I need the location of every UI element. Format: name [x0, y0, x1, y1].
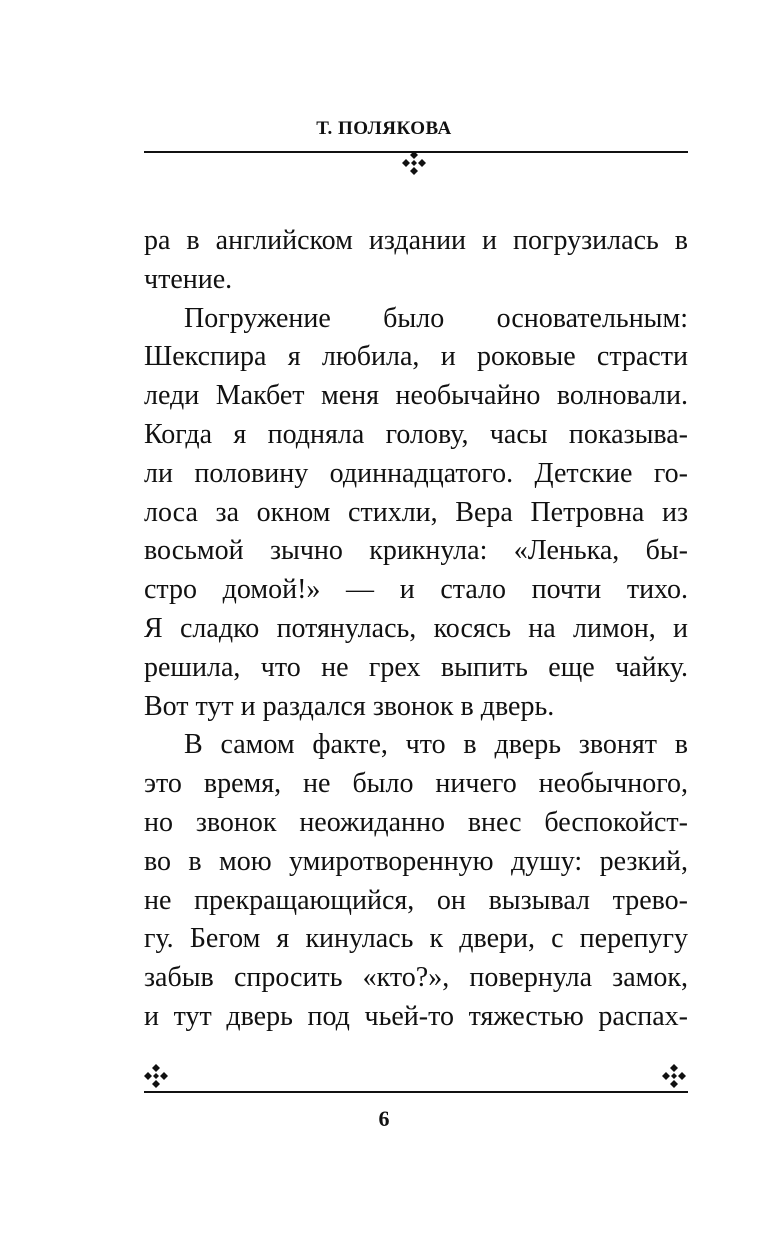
text-line: это время, не было ничего необычного, — [144, 768, 688, 800]
text-line: леди Макбет меня необычайно волновали. — [144, 380, 688, 412]
text-line: ра в английском издании и погрузилась в — [144, 225, 688, 256]
body-text — [144, 222, 688, 1037]
text-line: восьмой зычно крикнула: «Ленька, бы- — [144, 535, 688, 567]
text-line: Вот тут и раздался звонок в дверь. — [144, 690, 555, 722]
diamond-cluster-icon — [401, 150, 427, 176]
text-line: стро домой!» — и стало почти тихо. — [144, 574, 688, 606]
text-line: лоса за окном стихли, Вера Петровна из — [144, 496, 688, 528]
paragraph-3 — [144, 726, 688, 1036]
text-line: решила, что не грех выпить еще чайку. — [144, 651, 688, 683]
paragraph-2 — [144, 300, 688, 727]
text-line: но звонок неожиданно внес беспокойст- — [144, 806, 688, 838]
text-line: и тут дверь под чьей-то тяжестью распах- — [144, 1000, 688, 1032]
text-line: В самом факте, что в дверь звонят в — [184, 729, 688, 761]
page-number: 6 — [378, 1106, 390, 1131]
text-line: Погружение было основательным: — [184, 302, 688, 334]
text-line: гу. Бегом я кинулась к двери, с перепугу — [144, 923, 688, 955]
text-line: не прекращающийся, он вызывал трево- — [144, 884, 688, 916]
text-line: во в мою умиротворенную душу: резкий, — [144, 845, 688, 877]
paragraph-1 — [144, 222, 688, 300]
running-head: Т. ПОЛЯКОВА — [316, 118, 452, 139]
text-line: чтение. — [144, 263, 233, 295]
text-line: Шекспира я любила, и роковые страсти — [144, 341, 688, 373]
diamond-cluster-icon — [143, 1063, 169, 1089]
diamond-cluster-icon — [661, 1063, 687, 1089]
text-line: Я сладко потянулась, косясь на лимон, и — [144, 612, 688, 644]
text-line: ли половину одиннадцатого. Детские го- — [144, 457, 688, 489]
footer-rule — [144, 1091, 688, 1093]
text-line: забыв спросить «кто?», повернула замок, — [144, 962, 688, 994]
text-line: Когда я подняла голову, часы показыва- — [144, 418, 688, 450]
